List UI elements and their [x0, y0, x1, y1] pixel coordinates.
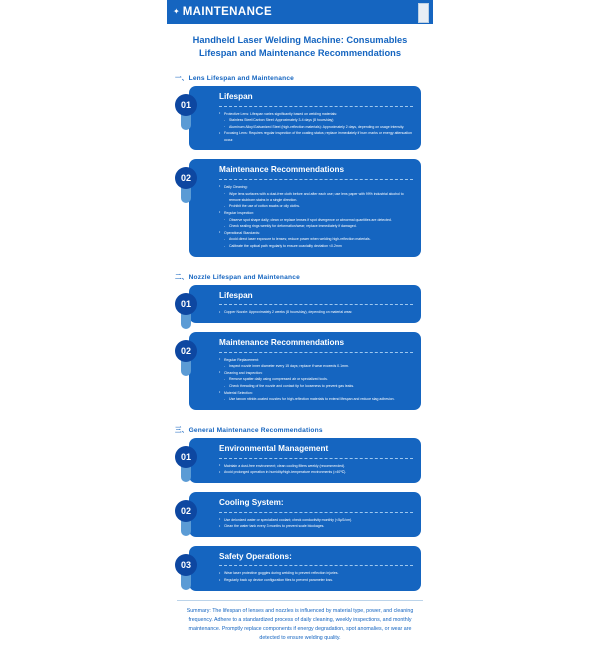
list-item: - Observe spot shape daily; clean or replace lenses if spot divergence or abnormal quantities are detected.: [219, 217, 413, 223]
list-item: - Check threading of the nozzle and contact tip for looseness to prevent gas leaks.: [219, 383, 413, 389]
section-heading-lens: 一、Lens Lifespan and Maintenance: [175, 74, 295, 82]
card-nozzle-lifespan: [180, 285, 421, 323]
card-nozzle-maintenance: [180, 332, 421, 410]
card-list: [219, 309, 413, 315]
list-item: • Daily Cleaning:: [219, 184, 413, 190]
card-divider: [219, 565, 413, 566]
document-sheet: [167, 0, 433, 655]
card-number-badge: [175, 94, 205, 124]
page-title: Handheld Laser Welding Machine: Consumables Lifespan and Maintenance Recommendations: [192, 35, 408, 59]
card-list: [219, 184, 413, 249]
header-corner-badge: [418, 3, 429, 23]
card-number: 03: [175, 554, 197, 576]
list-item: - Aluminum Alloy/Galvanized Steel (high-reflection materials): Approximately 2 days, depending on usage intensity.: [219, 124, 413, 130]
list-item: • Wear laser protective goggles during welding to prevent reflection injuries.: [219, 570, 413, 576]
card-title: Lifespan: [219, 290, 253, 300]
list-item: - Wipe lens surfaces with a dust-free cloth before and after each use; use lens paper with 99% industrial alcohol to remove stubborn stains in a single direction.: [219, 191, 413, 203]
card-list: [219, 357, 413, 403]
list-item: • Material Selection:: [219, 390, 413, 396]
card-list: [219, 111, 413, 143]
card-title: Maintenance Recommendations: [219, 165, 345, 175]
list-item: • Copper Nozzle: Approximately 2 weeks (8 hours/day), depending on material wear.: [219, 309, 413, 315]
card-number-tail: [181, 574, 191, 590]
list-item: • Regularly back up device configuration files to prevent parameter loss.: [219, 577, 413, 583]
summary-text: Summary: The lifespan of lenses and nozzles is influenced by material type, power, and cleaning frequency. Adhere to a standardized process of daily cleaning, weekly inspections, and monthly maintenance. Promptly replace components if energy degradation, spot anomalies, or wear are detected to ensure welding quality.: [177, 600, 423, 655]
card-number-badge: [175, 167, 205, 197]
card-divider: [219, 512, 413, 513]
card-divider: [219, 304, 413, 305]
card-number: 01: [175, 293, 197, 315]
list-item: - Avoid direct laser exposure to lenses; reduce power when welding high-reflection materials.: [219, 236, 413, 242]
header-title: MAINTENANCE: [182, 6, 273, 18]
card-number: 02: [175, 167, 197, 189]
card-number-tail: [181, 360, 191, 376]
list-item: - Use tarcon nitride-coated nozzles for high-reflection materials to extend lifespan and reduce slag adhesion.: [219, 396, 413, 402]
list-item: - Check sealing rings weekly for deformation/wear; replace immediately if damaged.: [219, 223, 413, 229]
list-item: • Clean the water tank every 3 months to prevent scale blockages.: [219, 523, 413, 529]
card-number-badge: [175, 500, 205, 530]
card-list: [219, 570, 413, 583]
list-item: • Use deionized water or specialized coolant; check conductivity monthly (<5μS/cm).: [219, 517, 413, 523]
card-safety-operations: [180, 546, 421, 591]
list-item: • Regular Inspection:: [219, 210, 413, 216]
card-number-badge: [175, 446, 205, 476]
list-item: - Prohibit the use of cotton swabs or oily cloths.: [219, 203, 413, 209]
card-number-tail: [181, 187, 191, 203]
section-heading-nozzle: 二、Nozzle Lifespan and Maintenance: [175, 273, 300, 281]
card-cooling-system: [180, 492, 421, 537]
card-divider: [219, 106, 413, 107]
card-lens-lifespan: [180, 86, 421, 150]
list-item: • Avoid prolonged operation in humidity/high-temperature environments (>40℃).: [219, 469, 413, 475]
card-number-tail: [181, 313, 191, 329]
card-number-badge: [175, 340, 205, 370]
list-item: - Calibrate the optical path regularly to ensure coaxiality deviation <0.2mm: [219, 243, 413, 249]
list-item: • Focusing Lens: Requires regular inspection of the coating status; replace immediately if burn marks or energy attenuation occur.: [219, 130, 413, 142]
card-number-tail: [181, 114, 191, 130]
list-item: • Operational Standards:: [219, 230, 413, 236]
card-number-tail: [181, 466, 191, 482]
section-heading-general: 三、General Maintenance Recommendations: [175, 426, 323, 434]
card-number-badge: [175, 554, 205, 584]
document-header: [167, 0, 433, 24]
card-number: 01: [175, 94, 197, 116]
list-item: - Stainless Steel/Carbon Steel: Approximately 3-4 days (8 hours/day): [219, 117, 413, 123]
list-item: • Maintain a dust-free environment; clean cooling filters weekly (recommended).: [219, 463, 413, 469]
list-item: • Protective Lens: Lifespan varies significantly based on welding materials:: [219, 111, 413, 117]
card-title: Lifespan: [219, 91, 253, 101]
card-title: Maintenance Recommendations: [219, 337, 345, 347]
card-title: Cooling System:: [219, 497, 284, 507]
card-number: 02: [175, 340, 197, 362]
card-list: [219, 463, 413, 476]
star-icon: ✦: [173, 7, 180, 16]
list-item: • Regular Replacement:: [219, 357, 413, 363]
card-environmental-management: [180, 438, 421, 483]
card-divider: [219, 458, 413, 459]
card-number: 02: [175, 500, 197, 522]
card-divider: [219, 179, 413, 180]
list-item: • Cleaning and Inspection:: [219, 370, 413, 376]
card-number-tail: [181, 520, 191, 536]
card-title: Environmental Management: [219, 443, 329, 453]
card-divider: [219, 352, 413, 353]
card-title: Safety Operations:: [219, 551, 292, 561]
list-item: - Remove spatter daily using compressed air or specialized tools.: [219, 376, 413, 382]
card-number-badge: [175, 293, 205, 323]
card-lens-maintenance: [180, 159, 421, 256]
card-list: [219, 517, 413, 530]
card-number: 01: [175, 446, 197, 468]
list-item: - Inspect nozzle inner diameter every 15 days; replace if wear exceeds 0.1mm.: [219, 363, 413, 369]
